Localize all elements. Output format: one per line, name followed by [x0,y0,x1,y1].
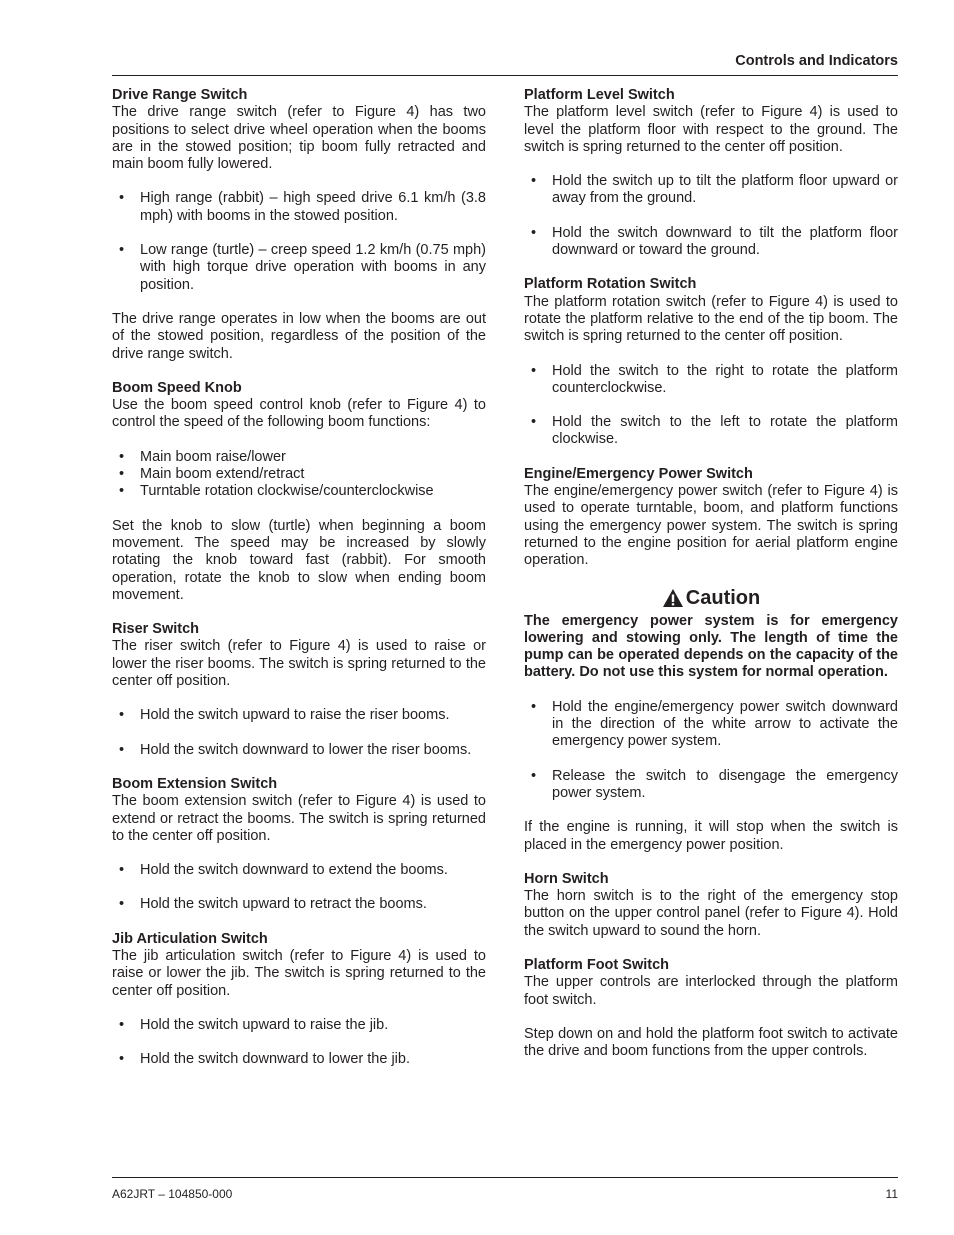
list-item: • Main boom extend/retract [112,466,486,483]
header-rule [112,75,898,76]
paragraph: The upper controls are interlocked through the platform foot switch. [524,974,898,1008]
page-header-title: Controls and Indicators [735,53,898,69]
list-item: • Hold the switch upward to retract the booms. [112,896,486,913]
list-item: • Hold the switch to the right to rotate the platform counterclockwise. [524,363,898,398]
list-item: • Hold the switch downward to lower the jib. [112,1051,486,1068]
paragraph: The drive range switch (refer to Figure 4) has two positions to select drive wheel operation when the booms are in the stowed position; tip boom fully retracted and main boom fully lowered. [112,104,486,173]
section-heading: Riser Switch [112,621,200,638]
paragraph: The drive range operates in low when the booms are out of the stowed position, regardless of the position of the drive range switch. [112,310,486,362]
footer-rule [112,1177,898,1178]
list-item: • Main boom raise/lower [112,449,486,466]
paragraph: The platform level switch (refer to Figure 4) is used to level the platform floor with respect to the ground. The switch is spring returned to the center off position. [524,104,898,155]
bullet-list [112,449,486,501]
section-heading: Jib Articulation Switch [112,930,268,947]
section-heading: Boom Extension Switch [112,775,278,792]
list-item: • Release the switch to disengage the emergency power system. [524,768,898,803]
paragraph: If the engine is running, it will stop when the switch is placed in the emergency power position. [524,819,898,853]
list-item: • Turntable rotation clockwise/counterclockwise [112,483,486,500]
paragraph: The boom extension switch (refer to Figure 4) is used to extend or retract the booms. The switch is spring returned to the center off position. [112,793,486,844]
section-heading: Engine/Emergency Power Switch [524,465,753,482]
bullet-list [524,363,898,449]
caution-label: Caution [685,586,761,609]
left-column [112,87,486,1085]
list-item: • Hold the switch to the left to rotate the platform clockwise. [524,414,898,449]
footer-doc-id: A62JRT – 104850-000 [112,1187,233,1201]
list-item: • High range (rabbit) – high speed drive 6.1 km/h (3.8 mph) with booms in the stowed position. [112,190,486,225]
section-heading: Horn Switch [524,870,609,887]
paragraph: The engine/emergency power switch (refer to Figure 4) is used to operate turntable, boom, and platform functions using the emergency power system. The switch is spring returned to the engine position for aerial platform engine operation. [524,483,898,569]
caution-heading [524,587,898,609]
list-item: • Hold the switch upward to raise the jib. [112,1017,486,1034]
bullet-list [524,699,898,802]
paragraph: Step down on and hold the platform foot switch to activate the drive and boom functions from the upper controls. [524,1025,898,1060]
bullet-list [112,862,486,914]
list-item: • Hold the switch up to tilt the platform floor upward or away from the ground. [524,173,898,208]
list-item: • Hold the engine/emergency power switch downward in the direction of the white arrow to activate the emergency power system. [524,699,898,751]
paragraph: The riser switch (refer to Figure 4) is used to raise or lower the riser booms. The switch is spring returned to the center off position. [112,638,486,690]
section-heading: Boom Speed Knob [112,379,242,396]
paragraph: The jib articulation switch (refer to Figure 4) is used to raise or lower the jib. The switch is spring returned to the center off position. [112,947,486,999]
list-item: • Hold the switch downward to extend the booms. [112,862,486,879]
list-item: • Hold the switch downward to tilt the platform floor downward or toward the ground. [524,225,898,260]
bullet-list [524,173,898,259]
paragraph: Use the boom speed control knob (refer to Figure 4) to control the speed of the following boom functions: [112,397,486,431]
section-heading: Platform Foot Switch [524,956,669,973]
bullet-list [112,707,486,759]
bullet-list [112,190,486,293]
page-number: 11 [885,1187,898,1201]
paragraph: The horn switch is to the right of the emergency stop button on the upper control panel (refer to Figure 4). Hold the switch upward to sound the horn. [524,888,898,939]
section-heading: Platform Level Switch [524,87,675,103]
section-heading: Platform Rotation Switch [524,276,697,293]
section-heading: Drive Range Switch [112,87,248,103]
list-item: • Hold the switch downward to lower the riser booms. [112,742,486,759]
list-item: • Hold the switch upward to raise the riser booms. [112,707,486,724]
bullet-list [112,1017,486,1069]
paragraph: The platform rotation switch (refer to Figure 4) is used to rotate the platform relative to the end of the tip boom. The switch is spring returned to the center off position. [524,293,898,345]
right-column [524,87,898,1077]
paragraph: Set the knob to slow (turtle) when beginning a boom movement. The speed may be increased by slowly rotating the knob toward fast (rabbit). For smooth operation, rotate the knob to slow when ending boom movement. [112,517,486,603]
list-item: • Low range (turtle) – creep speed 1.2 km/h (0.75 mph) with high torque drive operation with booms in any position. [112,242,486,294]
caution-text: The emergency power system is for emergency lowering and stowing only. The length of time the pump can be operated depends on the capacity of the battery. Do not use this system for normal operation. [524,612,898,681]
warning-triangle-icon [662,588,684,608]
